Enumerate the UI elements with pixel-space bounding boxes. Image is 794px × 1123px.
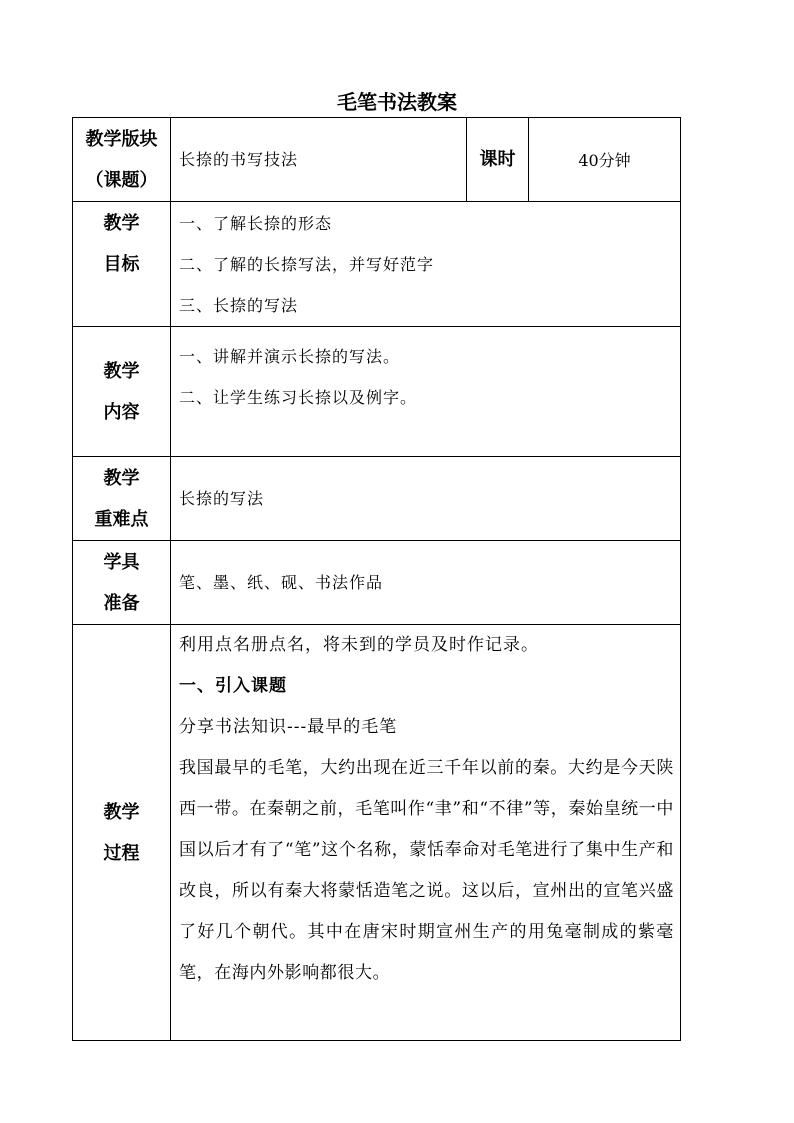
goals-label-cell	[73, 202, 171, 327]
topic-label-cell	[73, 118, 171, 202]
goal-item: 一、了解长捺的形态	[179, 213, 333, 233]
materials-label-line2: 准备	[103, 592, 140, 614]
key-points-content-cell	[171, 457, 681, 541]
content-label-cell	[73, 327, 171, 457]
process-content-cell	[171, 625, 681, 1041]
roll-call-text: 利用点名册点名，将未到的学员及时作记录。	[179, 635, 539, 655]
content-label-line1: 教学	[103, 360, 140, 382]
content-item: 二、让学生练习长捺以及例字。	[179, 387, 418, 407]
key-points-row	[73, 457, 681, 541]
topic-label-line2: （课题）	[85, 169, 158, 191]
key-points-label-line1: 教学	[103, 467, 140, 489]
content-label-line2: 内容	[103, 401, 140, 423]
materials-label-cell	[73, 541, 171, 625]
materials-text: 笔、墨、纸、砚、书法作品	[179, 573, 384, 592]
share-text: 分享书法知识---最早的毛笔	[179, 717, 398, 737]
process-label-line2: 过程	[103, 842, 140, 864]
goals-label-line1: 教学	[103, 212, 140, 234]
materials-row	[73, 541, 681, 625]
process-label-cell	[73, 625, 171, 1041]
content-item: 一、讲解并演示长捺的写法。	[179, 346, 401, 366]
content-row	[73, 327, 681, 457]
topic-value: 长捺的书写技法	[179, 150, 299, 169]
section-heading: 一、引入课题	[179, 676, 287, 696]
key-points-label-line2: 重难点	[94, 508, 149, 530]
process-row	[73, 625, 681, 1041]
topic-value-cell	[171, 118, 467, 202]
period-value: 40分钟	[529, 118, 681, 202]
goal-item: 二、了解的长捺写法，并写好范字	[179, 254, 435, 274]
content-content-cell	[171, 327, 681, 457]
goals-row	[73, 202, 681, 327]
topic-label-line1: 教学版块	[85, 128, 158, 150]
page-title: 毛笔书法教案	[337, 90, 457, 114]
process-label-line1: 教学	[103, 801, 140, 823]
goal-item: 三、长捺的写法	[179, 295, 299, 315]
materials-label-line1: 学具	[103, 551, 140, 573]
goals-label-line2: 目标	[103, 253, 140, 275]
key-points-label-cell	[73, 457, 171, 541]
key-points-text: 长捺的写法	[179, 489, 265, 508]
goals-content-cell	[171, 202, 681, 327]
history-paragraph: 我国最早的毛笔，大约出现在近三千年以前的秦。大约是今天陕西一带。在秦朝之前，毛笔叫作“聿”和“不律”等，秦始皇统一中国以后才有了“笔”这个名称，蒙恬奉命对毛笔进行了集中生产和改良，所以有秦大将蒙恬造笔之说。这以后，宣州出的宣笔兴盛了好几个朝代。其中在唐宋时期宣州生产的用兔毫制成的紫毫笔，在海内外影响都很大。	[179, 758, 674, 983]
period-label: 课时	[467, 118, 529, 202]
lesson-plan-table	[72, 117, 681, 1041]
materials-content-cell	[171, 541, 681, 625]
topic-row	[73, 118, 681, 202]
